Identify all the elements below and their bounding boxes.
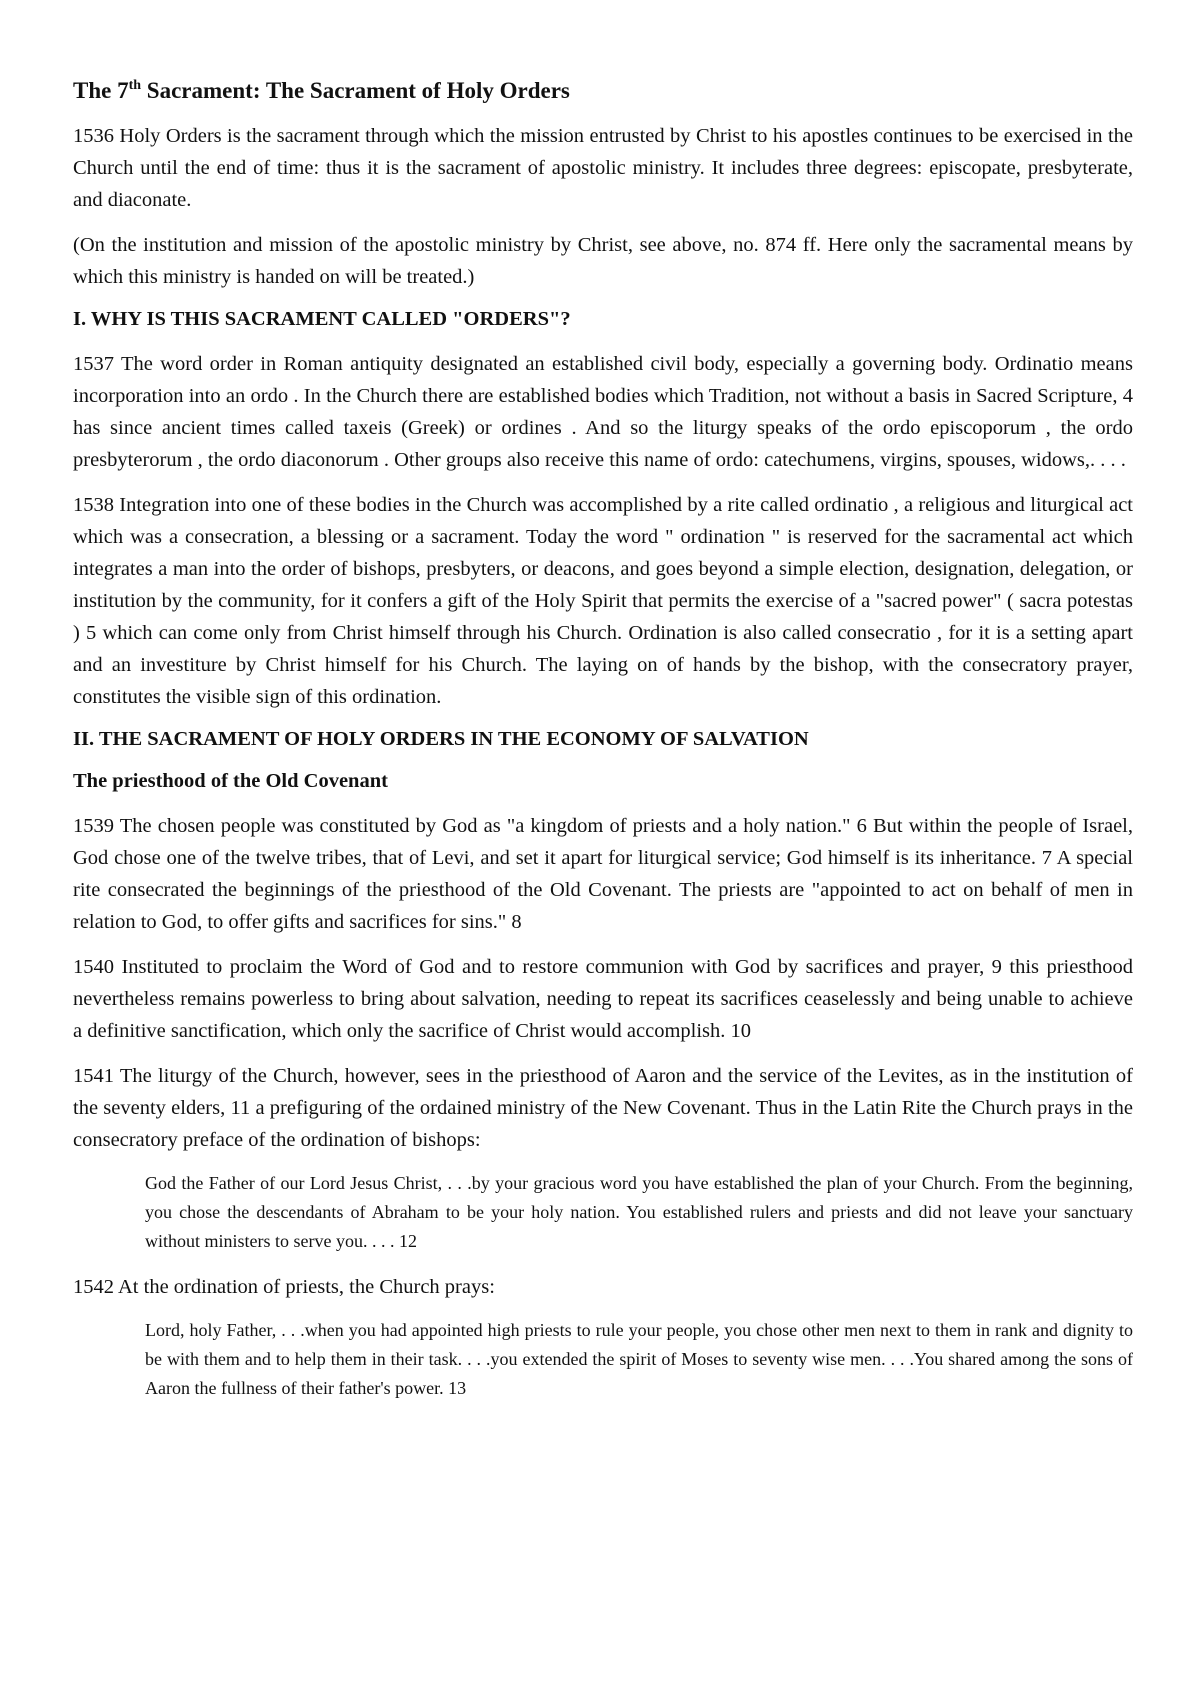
paragraph-1542: 1542 At the ordination of priests, the Church prays: — [73, 1276, 495, 1298]
section-heading-2: II. THE SACRAMENT OF HOLY ORDERS IN THE ECONOMY OF SALVATION — [73, 728, 809, 750]
paragraph-1541: 1541 The liturgy of the Church, however, sees in the priesthood of Aaron and the service of the Levites, as in the institution of the seventy elders, 11 a prefiguring of the ordained ministry of the New Covenant. Thus in the Latin Rite the Church prays in the consecratory preface of the ordination of bishops: — [73, 1065, 1133, 1151]
page-title — [73, 76, 1133, 106]
paragraph-1540: 1540 Instituted to proclaim the Word of God and to restore communion with God by sacrifices and prayer, 9 this priesthood nevertheless remains powerless to bring about salvation, needing to repeat its sacrifices ceaselessly and being unable to achieve a definitive sanctification, which only the sacrifice of Christ would accomplish. 10 — [73, 956, 1133, 1042]
title-rest: Sacrament: The Sacrament of Holy Orders — [141, 78, 570, 103]
title-superscript: th — [128, 78, 142, 93]
section-heading-1: I. WHY IS THIS SACRAMENT CALLED "ORDERS"? — [73, 308, 571, 330]
paragraph-1539: 1539 The chosen people was constituted by God as "a kingdom of priests and a holy nation." 6 But within the people of Israel, God chose one of the twelve tribes, that of Levi, and set it apart for liturgical service; God himself is its inheritance. 7 A special rite consecrated the beginnings of the priesthood of the Old Covenant. The priests are "appointed to act on behalf of men in relation to God, to offer gifts and sacrifices for sins." 8 — [73, 815, 1133, 933]
block-quote-1541: God the Father of our Lord Jesus Christ, . . .by your gracious word you have established the plan of your Church. From the beginning, you chose the descendants of Abraham to be your holy nation. You established rulers and priests and did not leave your sanctuary without ministers to serve you. . . . 12 — [145, 1173, 1133, 1251]
title-prefix: The 7 — [73, 78, 129, 103]
subsection-heading-old-covenant: The priesthood of the Old Covenant — [73, 770, 388, 792]
block-quote-1542: Lord, holy Father, . . .when you had appointed high priests to rule your people, you chose other men next to them in rank and dignity to be with them and to help them in their task. . . .you extended the spirit of Moses to seventy wise men. . . .You shared among the sons of Aaron the fullness of their father's power. 13 — [145, 1320, 1133, 1398]
paragraph-1537: 1537 The word order in Roman antiquity designated an established civil body, especially a governing body. Ordinatio means incorporation into an ordo . In the Church there are established bodies which Tradition, not without a basis in Sacred Scripture, 4 has since ancient times called taxeis (Greek) or ordines . And so the liturgy speaks of the ordo episcoporum , the ordo presbyterorum , the ordo diaconorum . Other groups also receive this name of ordo: catechumens, virgins, spouses, widows,. . . . — [73, 353, 1133, 471]
paragraph-1538: 1538 Integration into one of these bodies in the Church was accomplished by a rite called ordinatio , a religious and liturgical act which was a consecration, a blessing or a sacrament. Today the word " ordination " is reserved for the sacramental act which integrates a man into the order of bishops, presbyters, or deacons, and goes beyond a simple election, designation, delegation, or institution by the community, for it confers a gift of the Holy Spirit that permits the exercise of a "sacred power" ( sacra potestas ) 5 which can come only from Christ himself through his Church. Ordination is also called consecratio , for it is a setting apart and an investiture by Christ himself for his Church. The laying on of hands by the bishop, with the consecratory prayer, constitutes the visible sign of this ordination. — [73, 494, 1133, 708]
paragraph-1536: 1536 Holy Orders is the sacrament through which the mission entrusted by Christ to his apostles continues to be exercised in the Church until the end of time: thus it is the sacrament of apostolic ministry. It includes three degrees: episcopate, presbyterate, and diaconate. — [73, 125, 1133, 211]
paragraph-note: (On the institution and mission of the apostolic ministry by Christ, see above, no. 874 ff. Here only the sacramental means by which this ministry is handed on will be treated.) — [73, 234, 1133, 288]
